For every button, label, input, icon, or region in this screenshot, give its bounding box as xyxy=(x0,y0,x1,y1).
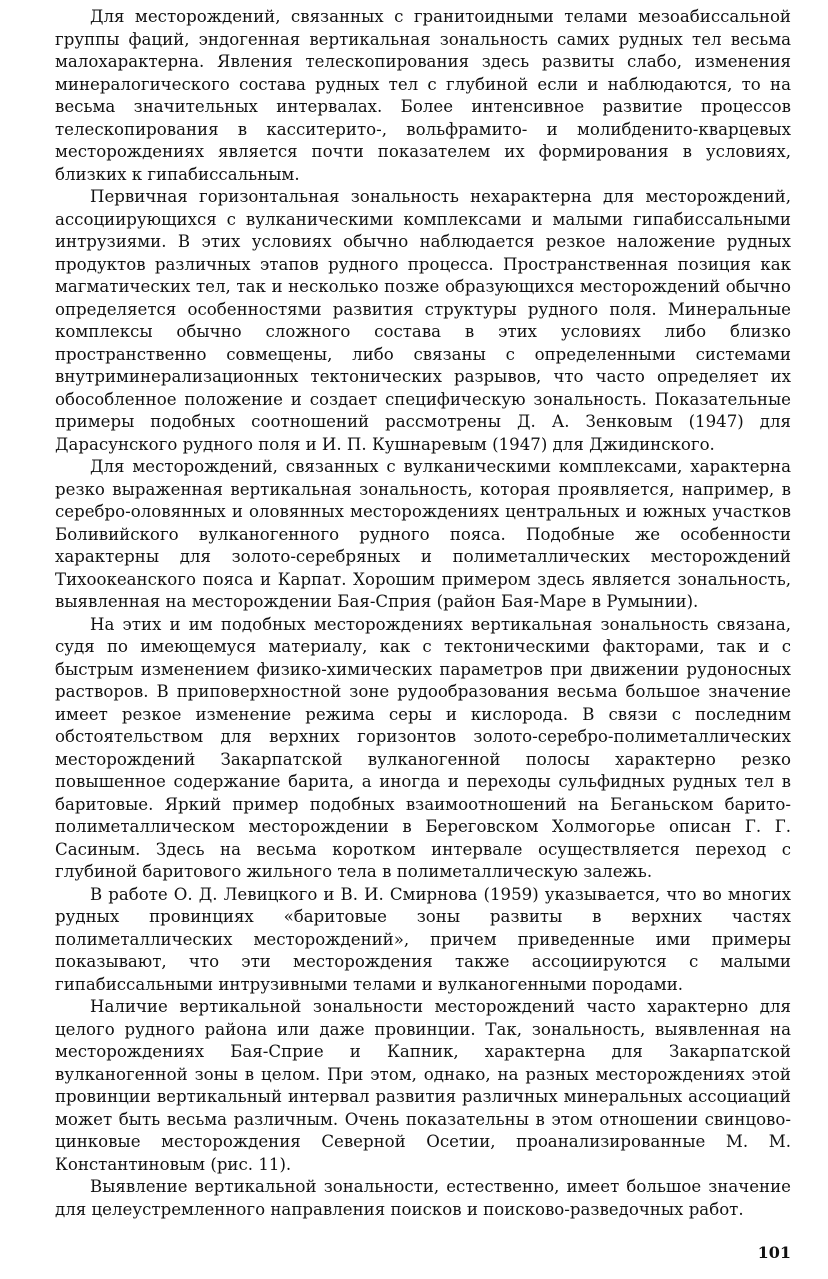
paragraph-4: На этих и им подобных месторождениях вертикальная зональность связана, судя по имеющемуся материалу, как с тектоническими факторами, так и с быстрым изменением физико-химических параметров при движении рудоносных растворов. В приповерхностной зоне рудообразования весьма большое значение имеет резкое изменение режима серы и кислорода. В связи с последним обстоятельством для верхних горизонтов золото-серебро-полиметаллических месторождений Закарпатской вулканогенной полосы характерно резко повышенное содержание барита, а иногда и переходы сульфидных рудных тел в баритовые. Яркий пример подобных взаимоотношений на Беганьском барито-полиметаллическом месторождении в Береговском Холмогорье описан Г. Г. Сасиным. Здесь на весьма коротком интервале осуществляется переход с глубиной баритового жильного тела в полиметаллическую залежь. xyxy=(55,614,791,881)
body-text xyxy=(55,6,791,1221)
paragraph-1: Для месторождений, связанных с гранитоидными телами мезоабиссальной группы фаций, эндогенная вертикальная зональность самих рудных тел весьма малохарактерна. Явления телескопирования здесь развиты слабо, изменения минералогического состава рудных тел с глубиной если и наблюдаются, то на весьма значительных интервалах. Более интенсивное развитие процессов телескопирования в касситерито-, вольфрамито- и молибденито-кварцевых месторождениях является почти показателем их формирования в условиях, близких к гипабиссальным. xyxy=(55,7,791,184)
page-number: 101 xyxy=(757,1243,791,1262)
paragraph-5: В работе О. Д. Левицкого и В. И. Смирнова (1959) указывается, что во многих рудных провинциях «баритовые зоны развиты в верхних частях полиметаллических месторождений», причем приведенные ими примеры показывают, что эти месторождения также ассоциируются с малыми гипабиссальными интрузивными телами и вулканогенными породами. xyxy=(55,884,791,994)
paragraph-3: Для месторождений, связанных с вулканическими комплексами, характерна резко выраженная вертикальная зональность, которая проявляется, например, в серебро-оловянных и оловянных месторождениях центральных и южных участков Боливийского вулканогенного рудного пояса. Подобные же особенности характерны для золото-серебряных и полиметаллических месторождений Тихоокеанского пояса и Карпат. Хорошим примером здесь является зональность, выявленная на месторождении Бая-Сприя (район Бая-Маре в Румынии). xyxy=(55,457,791,611)
paragraph-7: Выявление вертикальной зональности, естественно, имеет большое значение для целеустремленного направления поисков и поисково-разведочных работ. xyxy=(55,1177,791,1219)
paragraph-2: Первичная горизонтальная зональность нехарактерна для месторождений, ассоциирующихся с вулканическими комплексами и малыми гипабиссальными интрузиями. В этих условиях обычно наблюдается резкое наложение рудных продуктов различных этапов рудного процесса. Пространственная позиция как магматических тел, так и несколько позже образующихся месторождений обычно определяется особенностями развития структуры рудного поля. Минеральные комплексы обычно сложного состава в этих условиях либо близко пространственно совмещены, либо связаны с определенными системами внутриминерализационных тектонических разрывов, что часто определяет их обособленное положение и создает специфическую зональность. Показательные примеры подобных соотношений рассмотрены Д. А. Зенковым (1947) для Дарасунского рудного поля и И. П. Кушнаревым (1947) для Джидинского. xyxy=(55,187,791,454)
paragraph-6: Наличие вертикальной зональности месторождений часто характерно для целого рудного района или даже провинции. Так, зональность, выявленная на месторождениях Бая-Сприе и Капник, характерна для Закарпатской вулканогенной зоны в целом. При этом, однако, на разных месторождениях этой провинции вертикальный интервал развития различных минеральных ассоциаций может быть весьма различным. Очень показательны в этом отношении свинцово-цинковые месторождения Северной Осетии, проанализированные М. М. Константиновым (рис. 11). xyxy=(55,997,791,1174)
